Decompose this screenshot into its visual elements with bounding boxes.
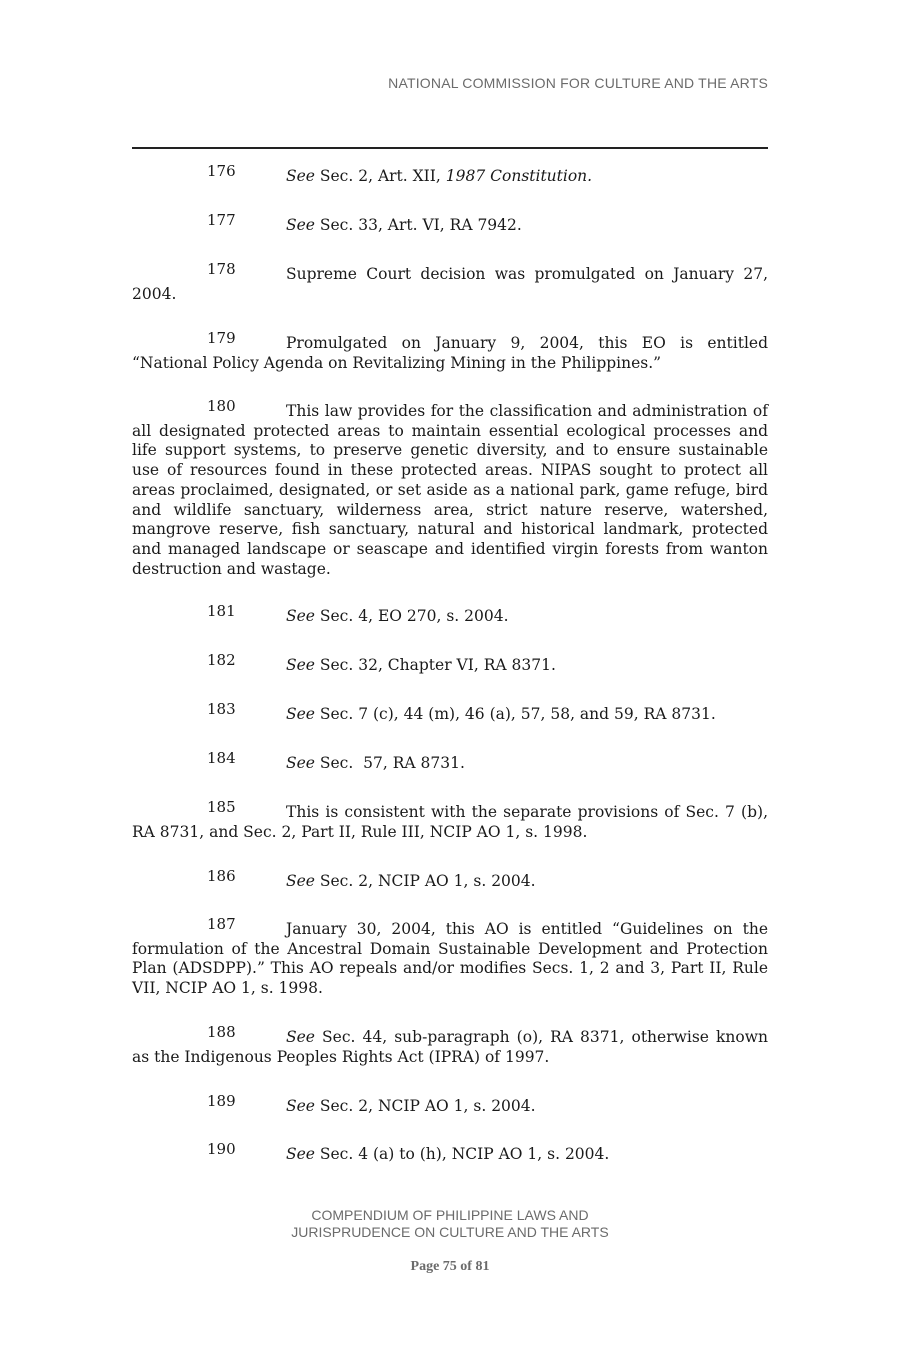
footnote-177 [132,211,768,236]
footnote-number: 177 [207,211,236,229]
footnote-text: January 30, 2004, this AO is entitled “Guidelines on the formulation of the Ancestral Domain Sustainable Development and Protection Plan (ADSDPP).” This AO repeals and/or modifies Secs. 1, 2 and 3, Part II, Rule VII, NCIP AO 1, s. 1998. [132,920,768,998]
footnote-185 [132,798,768,842]
footnote-176 [132,162,768,187]
footnote-text: Sec. 2, NCIP AO 1, s. 2004. [314,872,536,890]
page-number: Page 75 of 81 [410,1259,490,1274]
footnote-italic-title: 1987 Constitution. [445,167,593,185]
footnote-text: Sec. 44, sub-paragraph (o), RA 8371, otherwise known as the Indigenous Peoples Rights Act (IPRA) of 1997. [132,1028,768,1066]
footnote-see: See [286,167,315,185]
footnote-text: Sec. 2, NCIP AO 1, s. 2004. [314,1097,536,1115]
footnote-see: See [286,754,315,772]
footnote-number: 184 [207,749,236,767]
footnote-text: Sec. 32, Chapter VI, RA 8371. [314,656,556,674]
footnote-text: Sec. 57, RA 8731. [314,754,465,772]
footnote-see: See [286,216,315,234]
footnote-see: See [286,656,315,674]
footnote-181 [132,602,768,627]
footnote-number: 185 [207,798,236,816]
footnote-text: Sec. 33, Art. VI, RA 7942. [314,216,522,234]
footnote-190 [132,1140,768,1165]
footnote-number: 187 [207,915,236,933]
footnote-see: See [286,705,315,723]
header-title: NATIONAL COMMISSION FOR CULTURE AND THE ARTS [388,75,768,91]
footnote-183 [132,700,768,725]
footnote-see: See [286,607,315,625]
footnote-text: This law provides for the classification and administration of all designated protected areas to maintain essential ecological processes and life support systems, to preserve genetic diversity, and to ensure sustainable use of resources found in these protected areas. NIPAS sought to protect all areas proclaimed, designated, or set aside as a national park, game refuge, bird and wildlife sanctuary, wilderness area, strict nature reserve, watershed, mangrove reserve, fish sanctuary, natural and historical landmark, protected and managed landscape or seascape and identified virgin forests from wanton destruction and wastage. [132,402,768,578]
footnote-number: 186 [207,867,236,885]
footnote-text: Sec. 2, Art. XII, [314,167,446,185]
footnote-number: 189 [207,1092,236,1110]
footnote-see: See [286,1028,315,1046]
footnote-see: See [286,1145,315,1163]
footnote-188 [132,1023,768,1067]
footnote-text: Sec. 4 (a) to (h), NCIP AO 1, s. 2004. [314,1145,610,1163]
footnote-text: Promulgated on January 9, 2004, this EO is entitled “National Policy Agenda on Revitalizing Mining in the Philippines.” [132,334,768,372]
footnote-number: 181 [207,602,236,620]
footer-line-1: COMPENDIUM OF PHILIPPINE LAWS AND [311,1207,589,1223]
footnote-189 [132,1092,768,1117]
footnote-180 [132,397,768,579]
footnote-number: 180 [207,397,236,415]
footnote-187 [132,915,768,999]
footnote-number: 176 [207,162,236,180]
footnote-number: 183 [207,700,236,718]
footnote-number: 178 [207,260,236,278]
footnote-text: This is consistent with the separate provisions of Sec. 7 (b), RA 8731, and Sec. 2, Part II, Rule III, NCIP AO 1, s. 1998. [132,803,768,841]
footnote-text: Sec. 7 (c), 44 (m), 46 (a), 57, 58, and 59, RA 8731. [314,705,716,723]
footnote-179 [132,329,768,373]
header-divider [132,147,768,149]
footnote-178 [132,260,768,304]
footer-line-2: JURISPRUDENCE ON CULTURE AND THE ARTS [291,1224,609,1240]
footnote-184 [132,749,768,774]
footnote-number: 188 [207,1023,236,1041]
footnote-number: 190 [207,1140,236,1158]
footnote-186 [132,867,768,892]
footnote-182 [132,651,768,676]
footnote-number: 182 [207,651,236,669]
footer-title [0,1207,900,1241]
footnote-see: See [286,1097,315,1115]
footnote-text: Sec. 4, EO 270, s. 2004. [314,607,509,625]
footnote-number: 179 [207,329,236,347]
footnote-text: Supreme Court decision was promulgated on January 27, 2004. [132,265,768,303]
footnote-see: See [286,872,315,890]
